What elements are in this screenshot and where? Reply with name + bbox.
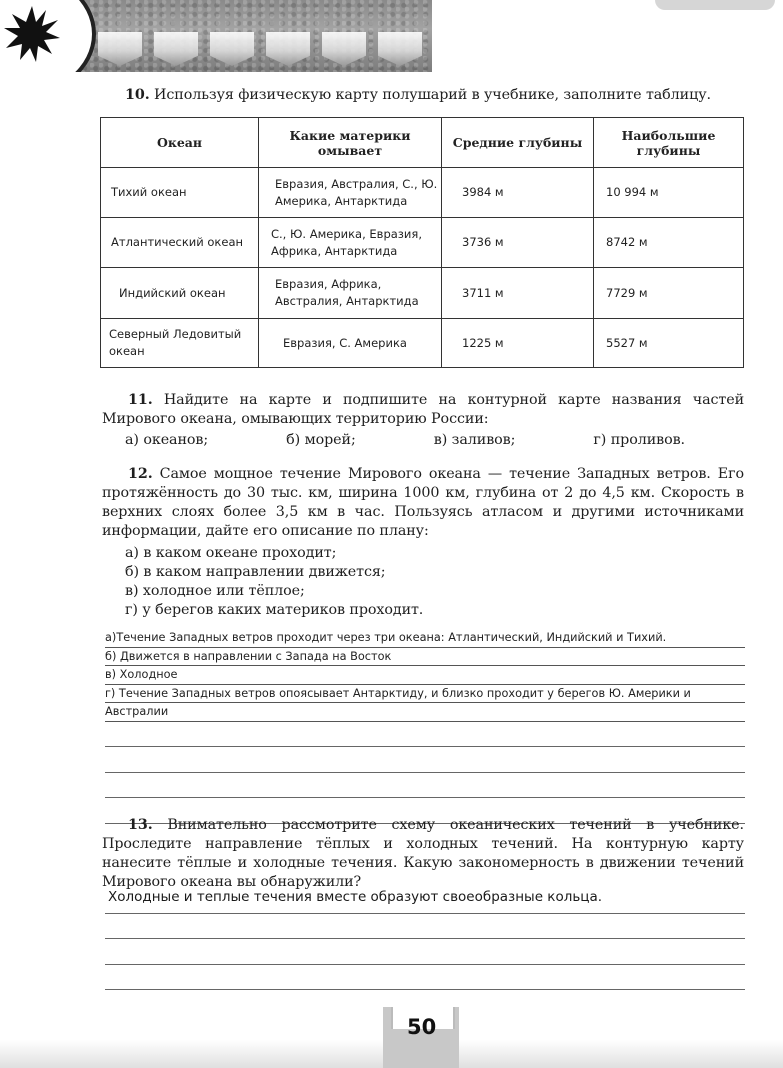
task-text: Найдите на карте и подпишите на контурной карте названия частей Мирового океана, омывающих территорию России: <box>102 392 745 427</box>
column-header: Наибольшие глубины <box>594 118 744 168</box>
task-12-text <box>102 465 744 541</box>
task-13-text <box>102 816 744 892</box>
cell-continents[interactable]: С., Ю. Америка, Евразия, Африка, Антарктида <box>259 218 442 268</box>
answer-line[interactable]: б) Движется в направлении с Запада на Восток <box>105 648 745 667</box>
cell-ocean[interactable]: Атлантический океан <box>101 218 259 268</box>
cell-continents[interactable]: Евразия, Африка, Австралия, Антарктида <box>259 268 442 319</box>
oceans-table <box>100 117 744 368</box>
task-text: Внимательно рассмотрите схему океанических течений в учебнике. Проследите направление тёплых и холодных течений. На контурную карту нанесите тёплые и холодные течения. Какую закономерность в движении течений Мирового океана вы обнаружили? <box>102 817 744 890</box>
task-10-heading <box>125 86 750 105</box>
header-banner <box>0 0 432 72</box>
answer-line[interactable]: Австралии <box>105 703 745 722</box>
cell-max-depth[interactable]: 8742 м <box>594 218 744 268</box>
task-13-answer[interactable]: Холодные и теплые течения вместе образуют своеобразные кольца. <box>108 889 603 905</box>
task-12-answer-area[interactable] <box>105 629 745 824</box>
cell-ocean[interactable]: Тихий океан <box>101 168 259 218</box>
blank-answer-line[interactable] <box>105 773 745 799</box>
option-item: а) океанов; <box>125 432 209 448</box>
star-icon <box>2 4 62 64</box>
task-text: Используя физическую карту полушарий в учебнике, заполните таблицу. <box>154 87 711 103</box>
page-number: 50 <box>407 1015 437 1039</box>
blank-answer-line[interactable] <box>105 722 745 748</box>
table-row <box>101 168 744 218</box>
column-header: Средние глубины <box>442 118 594 168</box>
decorative-shape <box>655 0 775 10</box>
task-number: 11. <box>128 392 153 408</box>
answer-line[interactable]: г) Течение Западных ветров опоясывает Антарктиду, и близко проходит у берегов Ю. Америки и <box>105 685 745 704</box>
blank-answer-line[interactable] <box>105 939 745 965</box>
plan-item: г) у берегов каких материков проходит. <box>125 602 424 618</box>
task-12-plan <box>125 544 625 620</box>
task-number: 13. <box>128 817 153 833</box>
option-item: г) проливов. <box>593 432 685 448</box>
cell-ocean[interactable]: Индийский океан <box>101 268 259 319</box>
cell-max-depth[interactable]: 5527 м <box>594 319 744 368</box>
blank-answer-line[interactable] <box>105 888 745 914</box>
cell-avg-depth[interactable]: 3711 м <box>442 268 594 319</box>
column-header: Океан <box>101 118 259 168</box>
cell-avg-depth[interactable]: 1225 м <box>442 319 594 368</box>
task-13-answer-area[interactable] <box>105 888 745 990</box>
column-header: Какие материки омывает <box>259 118 442 168</box>
option-item: в) заливов; <box>433 432 516 448</box>
blank-answer-line[interactable] <box>105 914 745 940</box>
cell-max-depth[interactable]: 7729 м <box>594 268 744 319</box>
cell-avg-depth[interactable]: 3984 м <box>442 168 594 218</box>
cell-avg-depth[interactable]: 3736 м <box>442 218 594 268</box>
cell-continents[interactable]: Евразия, Австралия, С., Ю. Америка, Антарктида <box>259 168 442 218</box>
answer-line[interactable]: а)Течение Западных ветров проходит через три океана: Атлантический, Индийский и Тихий. <box>105 629 745 648</box>
table-header-row <box>101 118 744 168</box>
option-item: б) морей; <box>286 432 356 448</box>
cell-continents[interactable]: Евразия, С. Америка <box>259 319 442 368</box>
table-row <box>101 218 744 268</box>
plan-item: в) холодное или тёплое; <box>125 583 305 599</box>
task-number: 10. <box>125 87 150 103</box>
plan-item: б) в каком направлении движется; <box>125 564 386 580</box>
answer-line[interactable]: в) Холодное <box>105 666 745 685</box>
cell-max-depth[interactable]: 10 994 м <box>594 168 744 218</box>
task-11-options <box>125 431 685 450</box>
cell-ocean[interactable]: Северный Ледовитый океан <box>101 319 259 368</box>
plan-item: а) в каком океане проходит; <box>125 545 337 561</box>
task-number: 12. <box>128 466 153 482</box>
banner-title-letters <box>98 32 432 70</box>
task-11-text <box>102 391 744 429</box>
table-row <box>101 319 744 368</box>
blank-answer-line[interactable] <box>105 965 745 991</box>
table-row <box>101 268 744 319</box>
blank-answer-line[interactable] <box>105 747 745 773</box>
task-text: Самое мощное течение Мирового океана — течение Западных ветров. Его протяжённость до 30 тыс. км, ширина 1000 км, глубина от 2 до 4,5 км. Скорость в верхних слоях более 3,5 км в час. Пользуясь атласом и другими источниками информации, дайте его описание по плану: <box>102 466 744 539</box>
